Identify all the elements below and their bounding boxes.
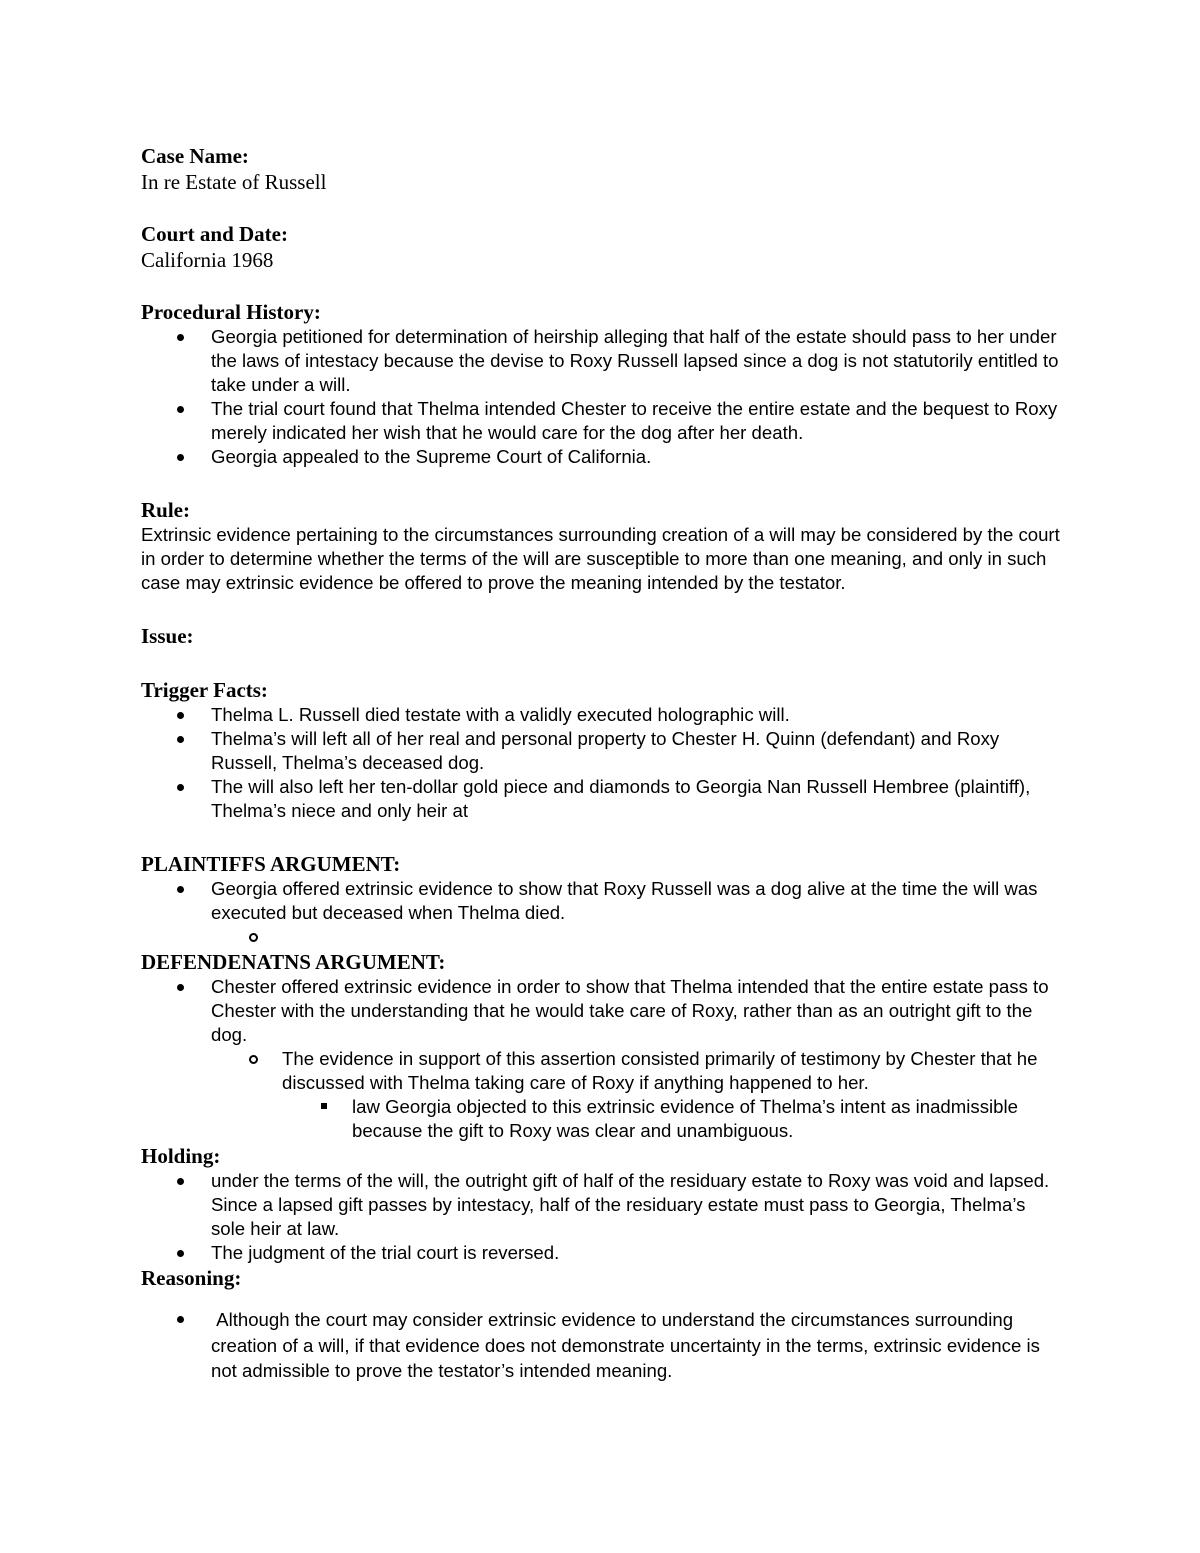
bullet-icon [177, 1178, 184, 1185]
court-date-heading: Court and Date: [141, 222, 288, 246]
bullet-icon [177, 1250, 184, 1257]
bullet-icon [177, 984, 184, 991]
court-date-value: California 1968 [141, 248, 274, 272]
procedural-history-heading: Procedural History: [141, 300, 321, 324]
list-item: Georgia appealed to the Supreme Court of California. [141, 445, 1061, 469]
bullet-icon [177, 886, 184, 893]
rule-heading: Rule: [141, 498, 190, 522]
list-item: under the terms of the will, the outright gift of half of the residuary estate to Roxy was void and lapsed. Since a lapsed gift passes by intestacy, half of the residuary estate must pass to Georgia, Thelma’s sole heir at law. [141, 1169, 1061, 1241]
list-item: Thelma L. Russell died testate with a validly executed holographic will. [141, 703, 1061, 727]
hollow-bullet-icon [249, 933, 258, 942]
document-body [141, 143, 1061, 1384]
plaintiffs-argument-list [141, 877, 1061, 949]
holding-list [141, 1169, 1061, 1265]
list-item: The trial court found that Thelma intended Chester to receive the entire estate and the bequest to Roxy merely indicated her wish that he would care for the dog after her death. [141, 397, 1061, 445]
trigger-facts-list [141, 703, 1061, 823]
bullet-icon [177, 1316, 184, 1323]
defendants-argument-sublist [141, 1047, 1061, 1095]
case-name-value: In re Estate of Russell [141, 170, 327, 194]
list-item: The judgment of the trial court is reversed. [141, 1241, 1061, 1265]
defendants-argument-subsublist [141, 1095, 1061, 1143]
defendants-argument-list [141, 975, 1061, 1047]
list-item: Georgia offered extrinsic evidence to show that Roxy Russell was a dog alive at the time the will was executed but deceased when Thelma died. [141, 877, 1061, 925]
holding-heading: Holding: [141, 1144, 221, 1168]
issue-heading: Issue: [141, 624, 194, 648]
hollow-bullet-icon [249, 1055, 258, 1064]
reasoning-heading: Reasoning: [141, 1266, 242, 1290]
empty-list-item [141, 925, 1061, 949]
bullet-icon [177, 406, 184, 413]
case-name-heading: Case Name: [141, 144, 249, 168]
square-bullet-icon [321, 1103, 327, 1109]
list-item: Thelma’s will left all of her real and personal property to Chester H. Quinn (defendant) and Roxy Russell, Thelma’s deceased dog. [141, 727, 1061, 775]
list-item: The evidence in support of this assertion consisted primarily of testimony by Chester that he discussed with Thelma taking care of Roxy if anything happened to her. [141, 1047, 1061, 1095]
list-item: Chester offered extrinsic evidence in order to show that Thelma intended that the entire estate pass to Chester with the understanding that he would take care of Roxy, rather than as an outright gift to the dog. [141, 975, 1061, 1047]
bullet-icon [177, 784, 184, 791]
defendants-argument-heading: DEFENDENATNS ARGUMENT: [141, 950, 446, 974]
list-item: Georgia petitioned for determination of heirship alleging that half of the estate should pass to her under the laws of intestacy because the devise to Roxy Russell lapsed since a dog is not statutorily entitled to take under a will. [141, 325, 1061, 397]
bullet-icon [177, 712, 184, 719]
reasoning-list [141, 1307, 1061, 1384]
procedural-history-list [141, 325, 1061, 469]
list-item: Although the court may consider extrinsic evidence to understand the circumstances surrounding creation of a will, if that evidence does not demonstrate uncertainty in the terms, extrinsic evidence is not admissible to prove the testator’s intended meaning. [141, 1307, 1061, 1384]
plaintiffs-argument-heading: PLAINTIFFS ARGUMENT: [141, 852, 401, 876]
rule-text: Extrinsic evidence pertaining to the circumstances surrounding creation of a will may be considered by the court in order to determine whether the terms of the will are susceptible to more than one meaning, and only in such case may extrinsic evidence be offered to prove the meaning intended by the testator. [141, 524, 1060, 593]
bullet-icon [177, 736, 184, 743]
list-item: The will also left her ten-dollar gold piece and diamonds to Georgia Nan Russell Hembree (plaintiff), Thelma’s niece and only heir at [141, 775, 1061, 823]
bullet-icon [177, 454, 184, 461]
trigger-facts-heading: Trigger Facts: [141, 678, 268, 702]
bullet-icon [177, 334, 184, 341]
list-item: law Georgia objected to this extrinsic evidence of Thelma’s intent as inadmissible because the gift to Roxy was clear and unambiguous. [141, 1095, 1061, 1143]
